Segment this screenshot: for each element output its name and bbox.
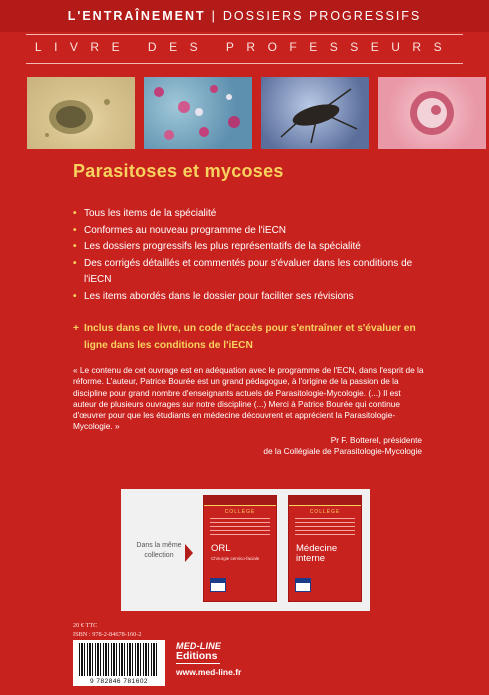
isbn: ISBN : 978-2-84678-160-2 (73, 631, 142, 638)
iecn-badge-icon (210, 578, 226, 592)
publisher-logo (176, 641, 241, 677)
barcode-number: 9 782846 781602 (89, 678, 149, 685)
feature-item: • Conformes au nouveau programme de l'iECN (73, 223, 433, 240)
publisher-name: MED-LINE (176, 641, 222, 651)
arrow-right-icon (185, 544, 193, 562)
book-cover-title: Médecine interne (296, 543, 338, 564)
bullet-icon: • (73, 290, 77, 302)
barcode-bars (79, 643, 159, 676)
publisher-url: www.med-line.fr (176, 667, 242, 677)
price-block (73, 621, 142, 639)
price: 20 € TTC (73, 622, 98, 629)
online-access-note (73, 320, 433, 354)
iecn-badge-icon (295, 578, 311, 592)
book-cover-title: ORL (211, 543, 231, 554)
book-cover-medecine-interne (288, 495, 362, 602)
feature-list (73, 206, 433, 305)
photo-strip (27, 77, 486, 149)
feature-item: • Les items abordés dans le dossier pour faciliter ses révisions (73, 289, 433, 306)
quote-attribution (200, 435, 422, 458)
microscopy-photo-egg (27, 77, 135, 149)
book-collection-label: COLLÈGE (224, 509, 256, 515)
bullet-icon: • (73, 257, 77, 269)
same-collection-panel (121, 489, 370, 611)
bullet-icon: • (73, 208, 77, 219)
publisher-editions: Editions (176, 650, 218, 662)
series-name: L'ENTRAÎNEMENT (67, 9, 206, 23)
bullet-icon: • (73, 224, 77, 236)
attribution-org: de la Collégiale de Parasitologie-Mycologie (263, 446, 422, 457)
series-subtitle: DOSSIERS PROGRESSIFS (222, 9, 422, 23)
online-access-text: Inclus dans ce livre, un code d'accès pour s'entraîner et s'évaluer en ligne dans les conditions de l'iECN (84, 323, 416, 351)
feature-item: • Des corrigés détaillés et commentés pour s'évaluer dans les conditions de l'iECN (73, 257, 413, 285)
book-cover-orl (203, 495, 277, 602)
barcode (73, 640, 165, 686)
bullet-icon: • (73, 241, 77, 252)
feature-item: • Les dossiers progressifs les plus représentatifs de la spécialité (73, 239, 433, 256)
edition-subtitle: LIVRE DES PROFESSEURS (34, 40, 455, 54)
microscopy-photo-stained-cells (144, 77, 252, 149)
endorsement-quote: « Le contenu de cet ouvrage est en adéquation avec le programme de l'ECN, dans l'esprit de la réforme. L'auteur, Patrice Bourée est un grand pédagogue, à l'origine de la passion de la discipline pour grand nombre d'enseignants actuels de Parasitologie-Mycologie. (...) Il est auteur de plusieurs ouvrages sur notre discipline (...) Merci à Patrice Bourée qui continue d'œuvrer pour que les étudiants en médecine découvrent et apprécient la Parasitologie-Mycologie. » (73, 365, 424, 432)
book-cover-subtitle: Chirurgie cervico-faciale (211, 556, 260, 561)
attribution-name: Pr F. Botterel, présidente (330, 435, 422, 445)
feature-item: • Tous les items de la spécialité (73, 206, 433, 223)
plus-icon: + (73, 323, 79, 334)
divider-bottom (26, 63, 463, 64)
book-title: Parasitoses et mycoses (73, 161, 284, 181)
collection-label: Dans la même collection (136, 542, 182, 559)
series-header (0, 0, 489, 32)
microscopy-photo-cyst (378, 77, 486, 149)
series-separator: | (211, 9, 217, 23)
divider-top (26, 34, 463, 35)
book-collection-label: COLLÈGE (309, 509, 341, 515)
insect-photo (261, 77, 369, 149)
